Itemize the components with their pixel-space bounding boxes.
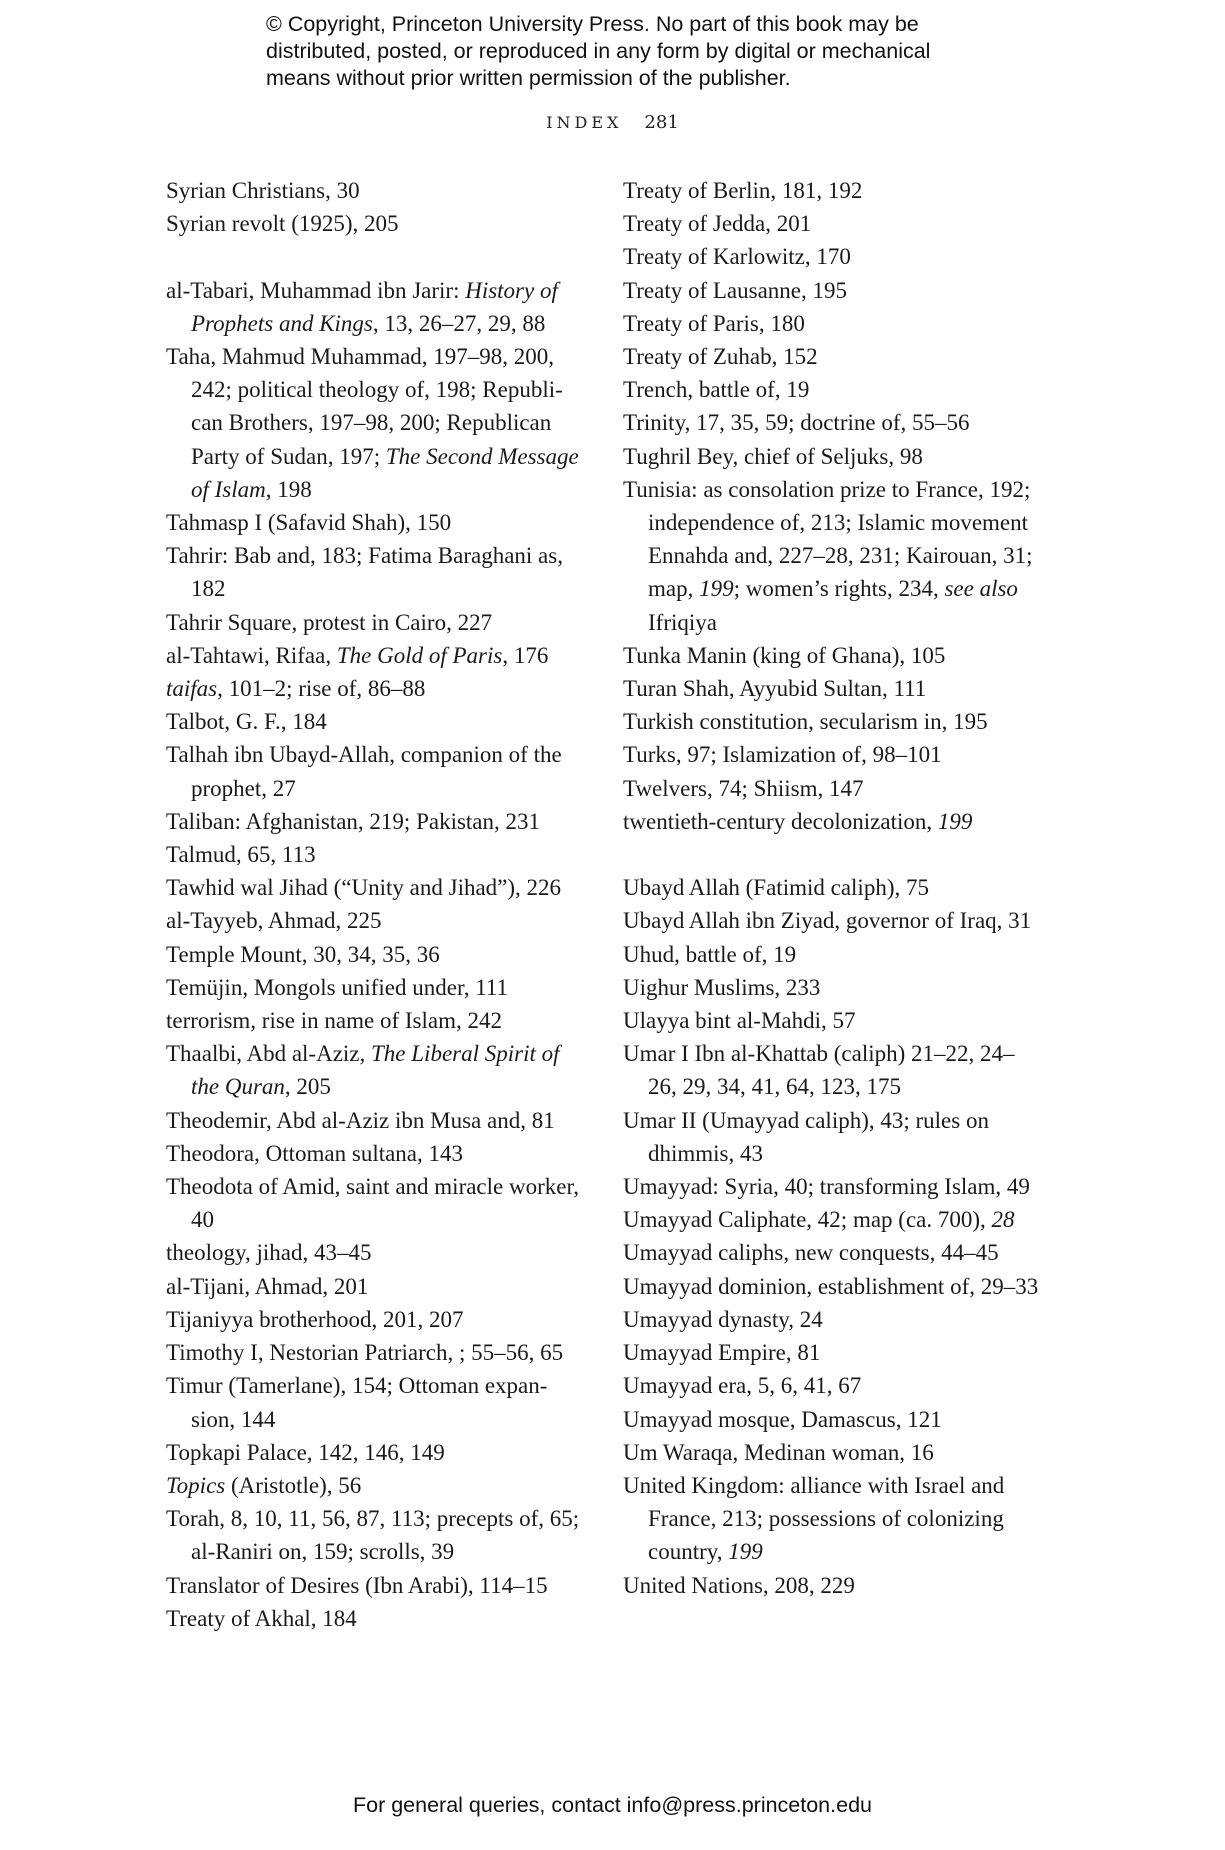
index-entry-text: twentieth-century decolonization, [623, 808, 938, 834]
footer-contact: For general queries, contact info@press.princeton.edu [352, 1793, 872, 1817]
index-entry-text: Uhud, battle of, 19 [623, 941, 797, 967]
index-entry-text: Treaty of Karlowitz, 170 [623, 244, 851, 270]
index-entry [623, 1403, 1043, 1436]
index-entry-text: al-Tabari, Muhammad ibn Jarir: [166, 277, 466, 303]
index-entry [623, 1170, 1043, 1203]
index-entry [623, 772, 1043, 805]
index-entry [166, 506, 586, 539]
index-entry-text: Ulayya bint al-Mahdi, 57 [623, 1008, 856, 1034]
index-entry-text: ; women’s rights, 234, [733, 576, 945, 602]
index-entry [166, 738, 586, 804]
index-entry-text: Umayyad dominion, establishment of, 29–33 [623, 1273, 1039, 1299]
index-entry-text: al-Tayyeb, Ahmad, 225 [166, 908, 382, 934]
letter-group-gap [166, 240, 586, 273]
index-entry [166, 838, 586, 871]
index-entry-text: Theodemir, Abd al-Aziz ibn Musa and, 81 [166, 1107, 555, 1133]
index-entry-text: al-Tahtawi, Rifaa, [166, 642, 337, 668]
index-entry [166, 639, 586, 672]
index-entry-italic: 28 [991, 1207, 1015, 1233]
index-entry [623, 705, 1043, 738]
index-entry-text: Talhah ibn Ubayd-Allah, companion of the prophet, 27 [166, 742, 562, 801]
index-entry-text: Syrian Christians, 30 [166, 178, 360, 203]
index-entry [166, 705, 586, 738]
index-entry [166, 1469, 586, 1502]
index-entry [166, 606, 586, 639]
index-entry [623, 1436, 1043, 1469]
index-entry [623, 1569, 1043, 1602]
index-entry-text: Uighur Muslims, 233 [623, 974, 821, 1000]
index-entry [623, 307, 1043, 340]
index-entry [623, 1004, 1043, 1037]
index-entry [166, 805, 586, 838]
index-entry-text: Trinity, 17, 35, 59; doctrine of, 55–56 [623, 410, 970, 436]
index-entry [623, 1236, 1043, 1269]
index-entry [166, 207, 586, 240]
index-entry-text: Tunka Manin (king of Ghana), 105 [623, 642, 946, 668]
index-entry-text: Theodota of Amid, saint and miracle worker, 40 [166, 1174, 579, 1233]
index-entry [623, 639, 1043, 672]
index-entry [623, 473, 1043, 639]
index-entry-text: Um Waraqa, Medinan woman, 16 [623, 1439, 934, 1465]
index-entry-text: Umayyad mosque, Damascus, 121 [623, 1406, 942, 1432]
index-entry-italic: History of Prophets and Kings [191, 277, 558, 336]
index-entry [623, 174, 1043, 207]
index-entry-text: Topkapi Palace, 142, 146, 149 [166, 1439, 445, 1465]
index-entry [166, 1436, 586, 1469]
index-entry-text: Umayyad dynasty, 24 [623, 1306, 823, 1332]
index-entry-text: Trench, battle of, 19 [623, 377, 810, 403]
index-entry [166, 1037, 586, 1103]
index-entry-text: Umayyad era, 5, 6, 41, 67 [623, 1373, 862, 1399]
index-entry-italic: The Second Message of Islam [191, 443, 579, 502]
index-entry-text: United Nations, 208, 229 [623, 1572, 855, 1598]
index-entry [623, 1303, 1043, 1336]
index-entry-text: Translator of Desires (Ibn Arabi), 114–15 [166, 1572, 548, 1598]
index-entry [623, 1336, 1043, 1369]
index-entry-text: Turan Shah, Ayyubid Sultan, 111 [623, 676, 927, 702]
index-entry [166, 1104, 586, 1137]
index-entry-text: (Aristotle), 56 [225, 1472, 362, 1498]
index-entry-italic: 199 [937, 808, 973, 834]
index-entry [623, 274, 1043, 307]
index-entry [166, 1602, 586, 1635]
index-entry-italic: 199 [728, 1539, 763, 1565]
copyright-line: distributed, posted, or reproduced in any form by digital or mechanical [266, 39, 931, 63]
index-entry [623, 1037, 1043, 1103]
index-column-left [166, 174, 586, 1635]
index-entry-text: Talbot, G. F., 184 [166, 709, 327, 735]
index-entry-text: al-Tijani, Ahmad, 201 [166, 1273, 369, 1299]
index-entry [623, 805, 1043, 838]
index-entry [166, 1336, 586, 1369]
index-entry-text: Ubayd Allah (Fatimid caliph), 75 [623, 875, 929, 901]
index-entry [623, 904, 1043, 937]
index-entry-italic: taifas [166, 676, 218, 702]
index-entry-text: Thaalbi, Abd al-Aziz, [166, 1041, 372, 1067]
index-entry [166, 938, 586, 971]
index-entry-text: Twelvers, 74; Shiism, 147 [623, 775, 864, 801]
index-entry [623, 1203, 1043, 1236]
copyright-line: means without prior written permission of the publisher. [266, 66, 791, 90]
letter-group-gap [623, 838, 1043, 871]
index-column-right [623, 174, 1043, 1602]
index-entry [623, 1469, 1043, 1569]
index-entry [166, 904, 586, 937]
index-entry [623, 240, 1043, 273]
index-entry-text: terrorism, rise in name of Islam, 242 [166, 1008, 502, 1034]
index-entry-text: , 176 [502, 642, 549, 668]
index-entry-text: Tijaniyya brotherhood, 201, 207 [166, 1306, 464, 1332]
index-entry [166, 1004, 586, 1037]
index-entry [166, 1170, 586, 1236]
index-entry-text: Ubayd Allah ibn Ziyad, governor of Iraq, 31 [623, 908, 1032, 934]
index-entry-text: Turkish constitution, secularism in, 195 [623, 709, 988, 735]
index-entry [623, 1369, 1043, 1402]
index-entry-text: Timothy I, Nestorian Patriarch, ; 55–56, 65 [166, 1340, 564, 1366]
index-entry [623, 1270, 1043, 1303]
index-entry [623, 738, 1043, 771]
index-entry [166, 1270, 586, 1303]
index-entry-text: , 205 [284, 1074, 331, 1100]
index-entry [166, 1569, 586, 1602]
index-entry-text: Torah, 8, 10, 11, 56, 87, 113; precepts of, 65; al-Raniri on, 159; scrolls, 39 [166, 1506, 580, 1565]
index-entry [166, 1236, 586, 1269]
index-entry-text: United Kingdom: alliance with Israel and France, 213; possessions of colonizing country, [623, 1472, 1005, 1565]
index-entry-text: Theodora, Ottoman sultana, 143 [166, 1140, 464, 1166]
index-entry-text: Tawhid wal Jihad (“Unity and Jihad”), 226 [166, 875, 562, 901]
index-entry-text: Treaty of Paris, 180 [623, 310, 805, 336]
running-head [0, 112, 1225, 133]
index-entry [623, 340, 1043, 373]
index-entry [166, 871, 586, 904]
index-entry-text: Treaty of Akhal, 184 [166, 1605, 357, 1631]
index-entry [623, 971, 1043, 1004]
index-entry-text: Timur (Tamerlane), 154; Ottoman expan-sion, 144 [166, 1373, 548, 1432]
index-entry [623, 938, 1043, 971]
index-entry-text: Tahrir: Bab and, 183; Fatima Baraghani as, 182 [166, 543, 563, 602]
index-entry-text: Taliban: Afghanistan, 219; Pakistan, 231 [166, 808, 541, 834]
index-entry [623, 672, 1043, 705]
copyright-line: © Copyright, Princeton University Press. No part of this book may be [266, 12, 919, 36]
index-entry-text: Treaty of Lausanne, 195 [623, 277, 847, 303]
index-entry [166, 340, 586, 506]
index-entry-italic: The Liberal Spirit of the Quran [191, 1041, 560, 1100]
index-entry-text: Syrian revolt (1925), 205 [166, 211, 399, 237]
index-entry-italic: Topics [166, 1472, 226, 1498]
page-number: 281 [644, 112, 679, 133]
index-entry [623, 1104, 1043, 1170]
index-entry-text: , 13, 26–27, 29, 88 [372, 310, 546, 336]
index-entry [166, 274, 586, 340]
index-entry [623, 406, 1043, 439]
index-entry [166, 971, 586, 1004]
index-entry-text: Umayyad: Syria, 40; transforming Islam, 49 [623, 1174, 1030, 1200]
running-head-label: INDEX [546, 113, 623, 132]
index-entry-italic: 199 [699, 576, 734, 602]
index-entry-text: theology, jihad, 43–45 [166, 1240, 372, 1266]
index-entry-italic: see also [944, 576, 1018, 602]
index-entry-text: Ifriqiya [648, 609, 717, 635]
index-entry-text: Umayyad caliphs, new conquests, 44–45 [623, 1240, 999, 1266]
index-entry-text: Tughril Bey, chief of Seljuks, 98 [623, 443, 923, 469]
index-entry-text: Treaty of Zuhab, 152 [623, 344, 818, 370]
index-entry [623, 207, 1043, 240]
index-entry-italic: The Gold of Paris [336, 642, 503, 668]
index-entry-text: Treaty of Jedda, 201 [623, 211, 812, 237]
index-entry [166, 672, 586, 705]
index-entry-text: Tahmasp I (Safavid Shah), 150 [166, 510, 452, 536]
index-entry [623, 440, 1043, 473]
index-entry [166, 1369, 586, 1435]
index-entry-text: Temple Mount, 30, 34, 35, 36 [166, 941, 440, 967]
index-entry-text: Temüjin, Mongols unified under, 111 [166, 974, 509, 1000]
index-entry-text: Umar II (Umayyad caliph), 43; rules on dhimmis, 43 [623, 1107, 989, 1166]
index-entry-text: Umayyad Empire, 81 [623, 1340, 821, 1366]
index-entry [166, 539, 586, 605]
copyright-notice [266, 11, 1026, 92]
index-entry-text: , 101–2; rise of, 86–88 [217, 676, 426, 702]
index-entry [166, 174, 586, 207]
index-entry [623, 871, 1043, 904]
index-entry [623, 373, 1043, 406]
index-entry-text: Tunisia: as consolation prize to France, 192; independence of, 213; Islamic movement Ennahda and, 227–28, 231; Kairouan, 31; map, [623, 476, 1033, 602]
index-entry-text: Umayyad Caliphate, 42; map (ca. 700), [623, 1207, 992, 1233]
index-entry-text: , 198 [265, 476, 312, 502]
index-entry-text: Tahrir Square, protest in Cairo, 227 [166, 609, 493, 635]
index-entry [166, 1502, 586, 1568]
index-entry-text: Umar I Ibn al-Khattab (caliph) 21–22, 24–26, 29, 34, 41, 64, 123, 175 [623, 1041, 1015, 1100]
index-entry [166, 1303, 586, 1336]
index-entry-text: Turks, 97; Islamization of, 98–101 [623, 742, 942, 768]
index-entry-text: Taha, Mahmud Muhammad, 197–98, 200, 242; political theology of, 198; Republi-can Brothers, 197–98, 200; Republican Party of Sudan, 197; [166, 344, 563, 469]
index-entry-text: Talmud, 65, 113 [166, 842, 316, 868]
index-entry-text: Treaty of Berlin, 181, 192 [623, 178, 863, 203]
index-entry [166, 1137, 586, 1170]
